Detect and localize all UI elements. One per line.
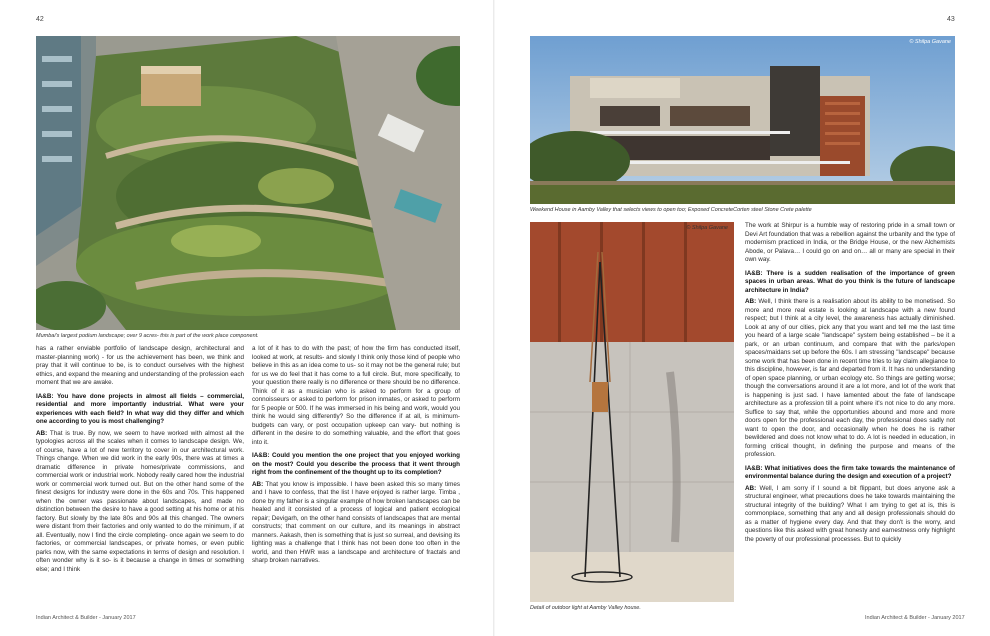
right-page [495,0,990,636]
answer-text: Well, I am sorry if I sound a bit flippant, but does anyone ask a structural engineer, what precautions does he take towards maintaining the structural integrity of the building? What I am trying to get at is, this is commonplace, something that any and all design professionals should do as a matter of hygiene every day. And that they don't is the worry, and questions like this asked with great honesty and earnestness only highlight the poverty of our professional processes. But to quickly [745,484,955,543]
answer-label: AB: [745,484,757,492]
page-number-right: 43 [947,16,955,23]
weekend-house-caption: Weekend House in Aamby Valley that selects views to open too; Exposed ConcreteCorten steel Stone Crete palette [530,207,812,213]
outdoor-light-caption: Detail of outdoor light at Aamby Valley house. [530,605,641,611]
left-column-1 [36,345,244,607]
footer-left: Indian Architect & Builder - January 2017 [36,615,136,621]
left-column-2 [252,345,460,607]
top-photo-credit: © Shilpa Gavane [909,39,951,45]
continued-paragraph: a lot of it has to do with the past; of how the firm has conducted itself, looked at work, at results- and slowly I think only those kind of people who believe in this as an idea come to us- so it may not be the general rule; but for us we do feel that it has come to a full circle. But, more specifically, to your question there really is no difference or there should be no difference. Think of it as a musician who is asked to perform for a group of connoisseurs or asked to perform for prison inmates, or asked to perform for 5 people or 500. If he was immersed in his being and work, would you think he would sing differently? So the difference if at all, is minimum- budgets can vary, or post occupation upkeep can vary- but nothing is different in the desire to do something valuable, and the effort that goes into it. [252,345,460,446]
question-future: IA&B: There is a sudden realisation of the importance of green spaces in urban areas. What do you think is the future of landscape architecture in India? [745,269,955,294]
answer-initiatives [745,485,955,545]
answer-text: That you know is impossible. I have been asked this so many times and I have to confess, that the list I have enjoyed is rather large. Timba , done by my father is a singular example of how broken landscapes can be healed and it consisted of a process of logical and patient ecological repair; Devigarh, on the other hand consists of landscapes that are mental constructs; that comment on our culture, and its meanings in abstract manners. Aakash, then is something that is just so surreal, and devising its lighting was a challenge that I think has not been done too often in the world, and then HWR was a landscape and architecture of fractals and sharp broken narratives. [252,480,460,564]
outdoor-light-photo [530,222,734,602]
light-photo-credit: © Shilpa Gavane [686,225,728,231]
answer-text: Well, I think there is a realisation about its ability to be monetised. So more and more real estate is looking at landscape with a new found respect; but I think at a city level, the awareness has actually diminished. Look at any of our cities, pick any that you want and tell me the last time you heard of a large scale "landscape" system being established – be it a park, or an urban continuum, and compare that with the parks/open spaces/maidans set up before the 60s. I am stressing "landscape" because some work that has been done in recent time tries to lay claim allegiance to this discipline, however, is far and departed from it. It has no understanding of open space planning, or urban ecology etc. So things are getting worse; though the conversations around it are a lot more, and lot of the work that is happening is just sad. I have lamented about the fate of landscape architecture as a profession till a point where it's not nice to do any more. Suffice to say that, while the opportunities abound and more and more doors open for the professional each day, the professional does sadly not want to open the door, and occasionally when he does he is rather bewildered and does not know what to do. A lot is needed in education, in forming critical thought, in defining the purpose and means of the profession. [745,298,955,458]
shirpur-paragraph: The work at Shirpur is a humble way of restoring pride in a small town or Devi Art foundation that was a rebellion against the urbanity and the type of modernism practiced in India, or the Bridge House, or the new Alchemists Abode, or Palava… I could go on and on… all or many are special in their own way. [745,222,955,263]
outdoor-light-illustration [530,222,734,602]
answer-label: AB: [745,298,757,305]
answer-label: AB: [36,429,48,437]
footer-right: Indian Architect & Builder - January 2017 [865,615,965,621]
answer-text: That is true. By now, we seem to have worked with almost all the typologies across all the scales when it comes to landscape design. We, of course, have a lot of new territory to cover in our architectural work. Things change. When we did work in the early 90s, there was at times a dramatic difference in private homes/private commissions, and commercial work or industrial work. Nobody really cared how the industrial work or commercial work turned out. But on the other hand some of the finest designs for industry were done in the 60s and 70s. This happened when the owner was passionate about landscapes, and made no distinction between the desire to have a good setting at his home or at his factory. But slowly by the late 80s and 90s all this changed. The owners were distant from their factories and only wanted to do the minimum, if at all. Eventually, now I find the circle completing- once again we seem to do factories, or commercial landscapes, or private homes, or even public parks now, with the same expectations in terms of design and resolution. I often wonder why is it so- is it because a change in times or something else; and I think [36,429,244,573]
answer-favourite-project [252,481,460,566]
answer-label: AB: [252,480,264,488]
question-initiatives: IA&B: What initiatives does the firm take towards the maintenance of environmental balance during the design and execution of a project? [745,464,955,480]
weekend-house-illustration [530,36,955,204]
weekend-house-photo [530,36,955,204]
right-column [745,222,955,612]
intro-paragraph: has a rather enviable portfolio of landscape design, architectural and master-planning work) - for us the achievement has been, we think and pray that it will continue to be, is to conduct ourselves with the highest ethics, and expand the meaning and understanding of the profession each moment that we are awake. [36,345,244,386]
podium-landscape-illustration [36,36,460,330]
page-number-left: 42 [36,16,44,23]
answer-future [745,298,955,460]
question-fields: IA&B: You have done projects in almost all fields – commercial, residential and more importantly industrial. What were your experiences with each field? In what way did they differ and which one according to you is most challenging? [36,392,244,425]
question-favourite-project: IA&B: Could you mention the one project that you enjoyed working on the most? Could you describe the process that it went through right from the confinement of the thought up to its completion? [252,452,460,476]
answer-fields [36,430,244,575]
podium-landscape-photo [36,36,460,330]
podium-photo-caption: Mumbai's largest podium landscape; over 9 acres- this is part of the work place component. [36,333,259,339]
